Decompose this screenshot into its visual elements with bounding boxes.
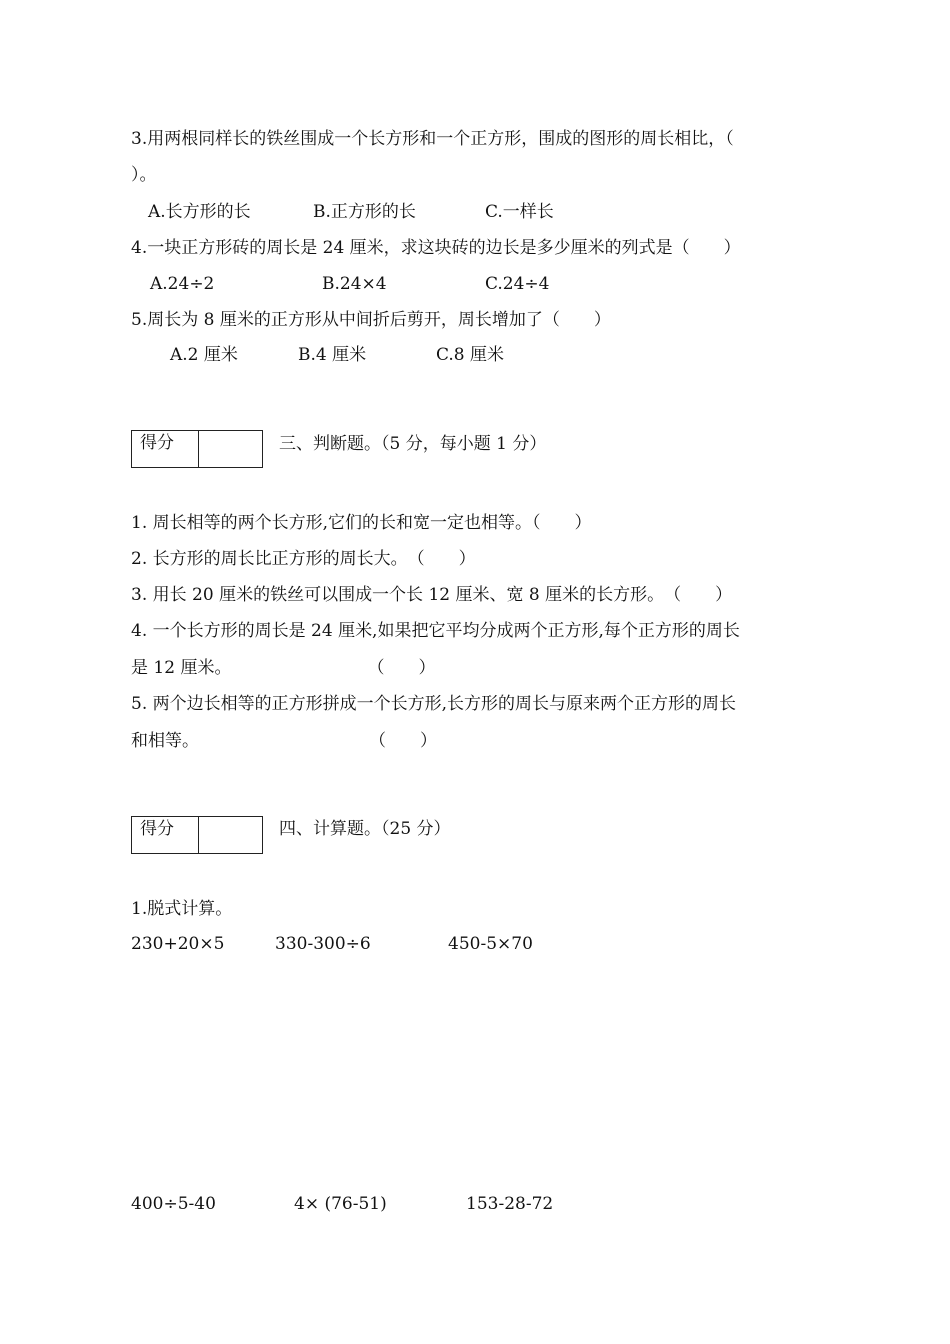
judge-item-5-line2: 和相等。 （ ） [131, 731, 437, 751]
q3-option-b: B.正方形的长 [313, 202, 416, 222]
q4-option-b: B.24×4 [322, 274, 387, 294]
q3-option-c: C.一样长 [485, 202, 554, 222]
judge-item-4-line1: 4. 一个长方形的周长是 24 厘米,如果把它平均分成两个正方形,每个正方形的周长 [131, 621, 740, 641]
score-box-section4 [131, 816, 263, 854]
calc-expr-6: 153-28-72 [466, 1194, 554, 1214]
score-box-divider [198, 817, 199, 853]
q4-text: 4.一块正方形砖的周长是 24 厘米，求这块砖的边长是多少厘米的列式是（ ） [131, 238, 741, 258]
score-box-divider [198, 431, 199, 467]
calc-expr-1: 230+20×5 [131, 934, 225, 954]
q5-text: 5.周长为 8 厘米的正方形从中间折后剪开，周长增加了（ ） [131, 310, 611, 330]
calc-expr-5: 4× (76-51) [294, 1194, 387, 1214]
q3-text-line2: ）。 [131, 165, 157, 185]
section4-title: 四、计算题。（25 分） [279, 819, 451, 839]
score-label: 得分 [140, 433, 174, 453]
q3-option-a: A.长方形的长 [148, 202, 251, 222]
judge-item-5-line1: 5. 两个边长相等的正方形拼成一个长方形,长方形的周长与原来两个正方形的周长 [131, 694, 737, 714]
score-label: 得分 [140, 819, 174, 839]
score-box-section3 [131, 430, 263, 468]
judge-item-1: 1. 周长相等的两个长方形,它们的长和宽一定也相等。（ ） [131, 513, 592, 533]
judge-item-4-line2: 是 12 厘米。 （ ） [131, 658, 436, 678]
judge-item-2: 2. 长方形的周长比正方形的周长大。 （ ） [131, 549, 476, 569]
q5-option-a: A.2 厘米 [170, 345, 238, 365]
q4-option-a: A.24÷2 [150, 274, 215, 294]
q4-option-c: C.24÷4 [485, 274, 550, 294]
calc-subheading: 1.脱式计算。 [131, 899, 233, 919]
judge-item-3: 3. 用长 20 厘米的铁丝可以围成一个长 12 厘米、宽 8 厘米的长方形。 （ ） [131, 585, 733, 605]
q3-text-line1: 3.用两根同样长的铁丝围成一个长方形和一个正方形，围成的图形的周长相比，（ [131, 129, 734, 149]
q5-option-c: C.8 厘米 [436, 345, 505, 365]
calc-expr-2: 330-300÷6 [275, 934, 371, 954]
calc-expr-4: 400÷5-40 [131, 1194, 216, 1214]
q5-option-b: B.4 厘米 [298, 345, 367, 365]
calc-expr-3: 450-5×70 [448, 934, 533, 954]
section3-title: 三、判断题。（5 分，每小题 1 分） [279, 434, 547, 454]
